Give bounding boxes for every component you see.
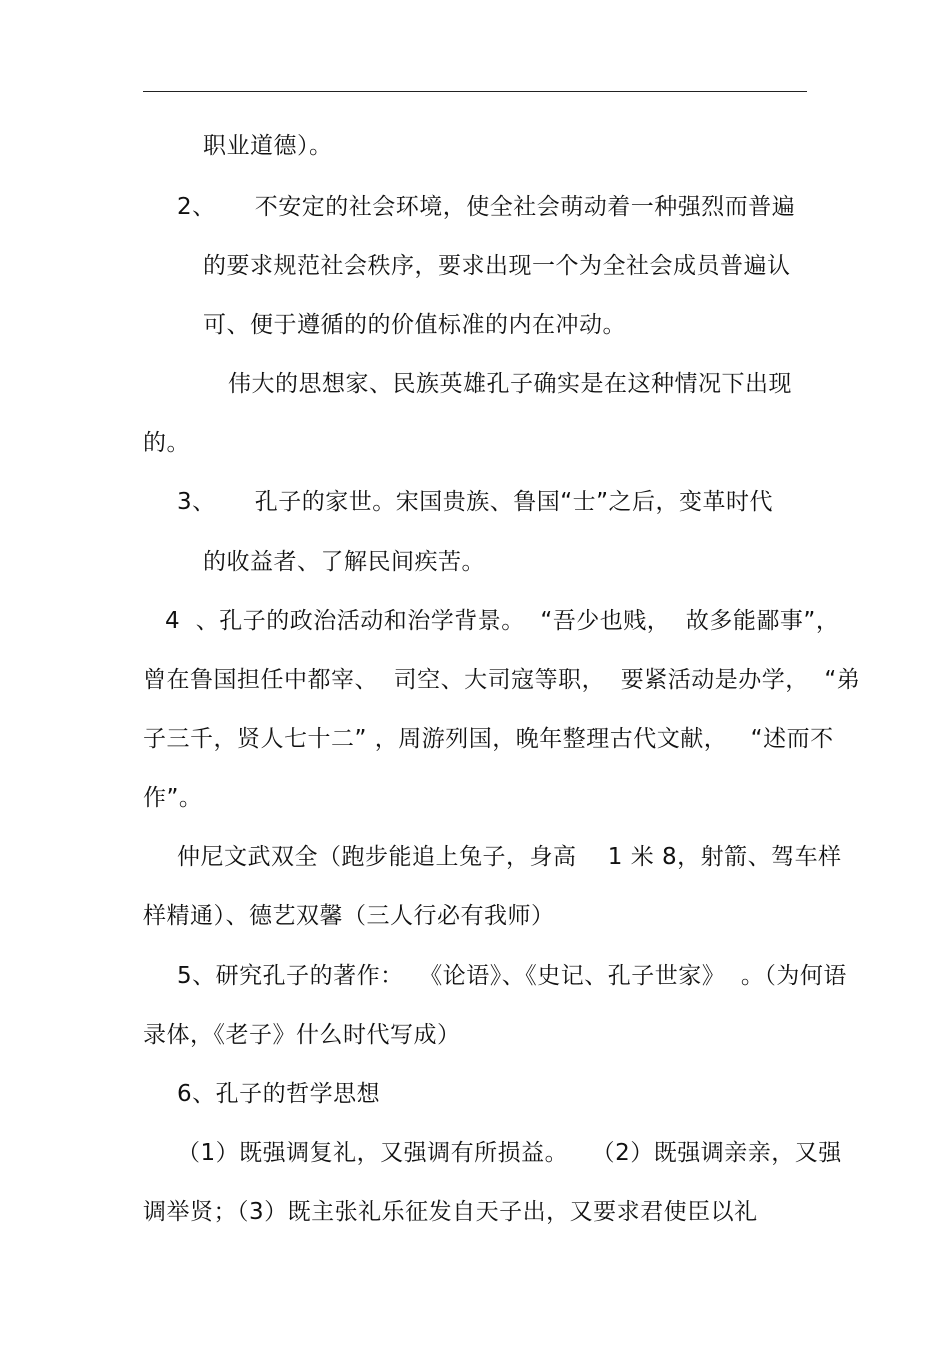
text-line: 6、孔子的哲学思想 <box>177 1081 381 1107</box>
text-line: 作”。 <box>143 785 203 811</box>
text-line: 可、便于遵循的的价值标准的内在冲动。 <box>203 312 626 338</box>
text-line: 3、 孔子的家世。宋国贵族、鲁国“士”之后，变革时代 <box>177 489 774 515</box>
text-line: 仲尼文武双全（跑步能追上兔子，身高 1 米 8，射箭、驾车样 <box>177 844 842 870</box>
text-line: 调举贤；（3）既主张礼乐征发自天子出，又要求君使臣以礼 <box>143 1199 758 1225</box>
text-line: 录体，《老子》什么时代写成） <box>143 1022 461 1048</box>
text-line: 4 、孔子的政治活动和治学背景。 “吾少也贱， 故多能鄙事”， <box>165 608 840 634</box>
text-line: 的。 <box>143 430 190 456</box>
text-line: 曾在鲁国担任中都宰、 司空、大司寇等职， 要紧活动是办学， “弟 <box>143 667 861 693</box>
text-line: 子三千，贤人七十二” ，周游列国，晚年整理古代文献， “述而不 <box>143 726 834 752</box>
text-line: 的收益者、了解民间疾苦。 <box>203 549 485 575</box>
text-line: 5、研究孔子的著作： 《论语》、《史记、孔子世家》 。（为何语 <box>177 963 847 989</box>
text-line: 伟大的思想家、民族英雄孔子确实是在这种情况下出现 <box>228 371 792 397</box>
text-line: 样精通）、德艺双馨（三人行必有我师） <box>143 903 555 929</box>
text-line: （1）既强调复礼，又强调有所损益。 （2）既强调亲亲，又强 <box>177 1140 842 1166</box>
header-rule <box>143 91 807 92</box>
text-line: 2、 不安定的社会环境，使全社会萌动着一种强烈而普遍 <box>177 194 796 220</box>
text-line: 职业道德）。 <box>203 133 333 159</box>
text-line: 的要求规范社会秩序，要求出现一个为全社会成员普遍认 <box>203 253 791 279</box>
